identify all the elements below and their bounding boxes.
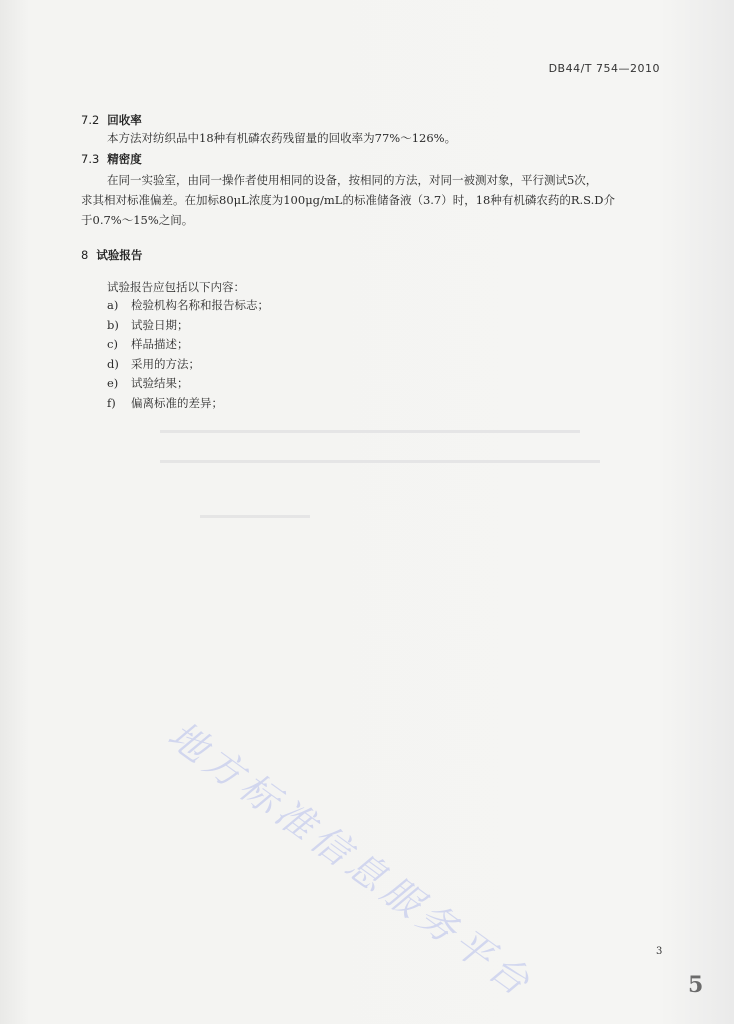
section-number: 7.3 [81,152,100,166]
item-mark: c) [107,337,118,351]
list-item [107,394,269,414]
item-mark: f) [107,395,116,410]
list-item [107,374,269,394]
section-7-2-heading [81,112,142,128]
section-8-heading [81,247,142,263]
recovery-paragraph: 本方法对纺织品中18种有机磷农药残留量的回收率为77%～126%。 [107,131,457,145]
precision-line-2: 求其相对标准偏差。在加标80μL浓度为100μg/mL的标准储备液（3.7）时，18种有机磷农药的R.S.D介 [81,193,616,207]
item-mark: d) [107,356,119,371]
page-number: 3 [656,946,663,957]
list-item [107,355,269,375]
item-text: 样品描述； [131,337,189,351]
item-text: 采用的方法； [131,356,200,371]
document-code: DB44/T 754—2010 [548,62,660,75]
section-title: 试验报告 [96,248,143,262]
item-mark: e) [107,376,119,390]
list-item [107,335,269,355]
list-item [107,316,269,336]
show-through-line [160,460,600,463]
show-through-line [200,515,310,518]
item-text: 试验日期； [131,317,189,332]
precision-line-3: 于0.7%～15%之间。 [81,213,194,227]
item-mark: a) [107,298,119,312]
item-text: 检验机构名称和报告标志； [131,298,269,312]
show-through-line [160,430,580,433]
list-item [107,296,269,316]
section-number: 7.2 [81,113,100,127]
section-number: 8 [81,248,89,262]
watermark-text: 地方标准信息服务平台 [160,712,542,1007]
section-title: 回收率 [107,113,142,127]
item-text: 偏离标准的差异； [131,395,223,410]
report-items-list [107,296,269,413]
section-7-3-heading [81,151,142,167]
item-mark: b) [107,317,119,332]
corner-stamp: 5 [688,972,704,998]
section-title: 精密度 [107,152,142,166]
report-intro: 试验报告应包括以下内容： [107,280,245,294]
precision-line-1: 在同一实验室，由同一操作者使用相同的设备，按相同的方法，对同一被测对象，平行测试5次， [107,173,598,187]
item-text: 试验结果； [131,376,189,390]
